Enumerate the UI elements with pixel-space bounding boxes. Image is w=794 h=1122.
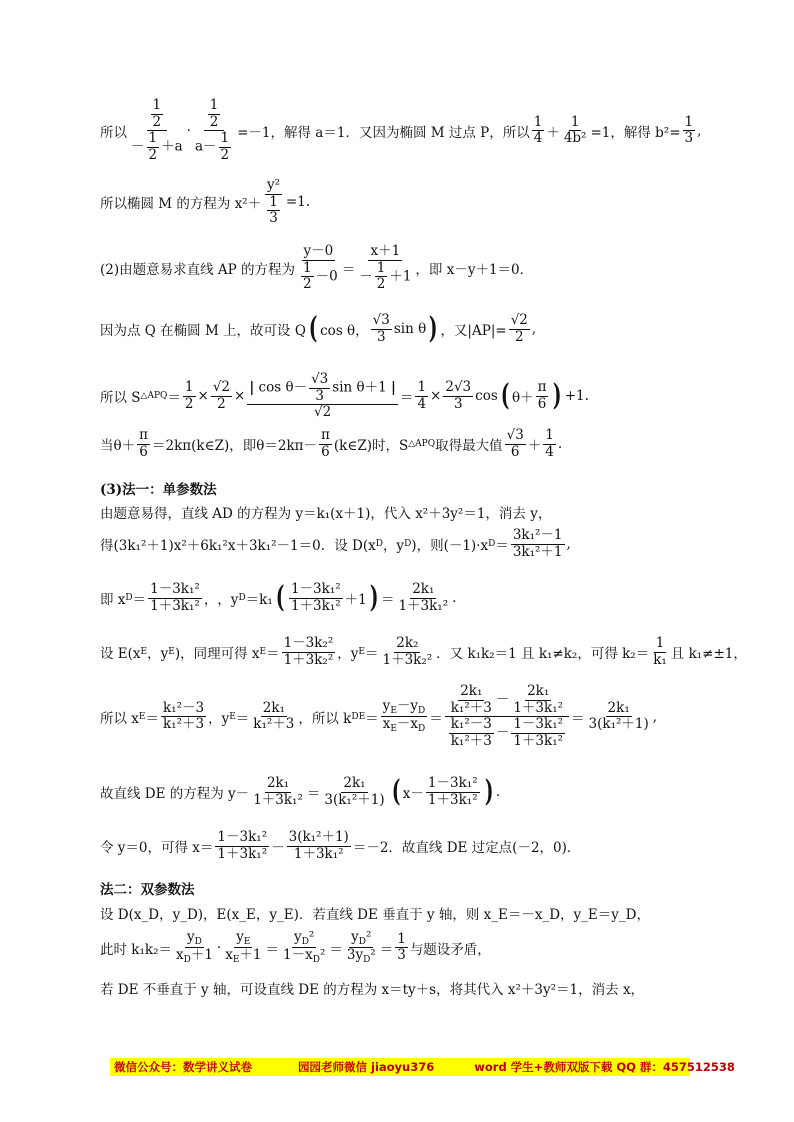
text: 若 DE 不垂直于 y 轴，可设直线 DE 的方程为 x＝ty＋s，将其代入 x²＋3y²＝1，消去 x，: [100, 982, 645, 998]
fraction: $\frac{1}{2}$ － $\frac{1}{2}$ ＋a: [131, 97, 183, 163]
line-5: 所以 S △APQ ＝ $\frac{1}{2}$ × $\frac{√2}{2}$ × | cos θ－ $\frac{√3}{3}$ sin θ＋1 | √2 ＝ $\frac{1}{4}$ × $\frac{2√3}{3}$ cos ( θ＋ $\frac{\pi}{6}$ ) +1.: [100, 371, 589, 421]
line-4: 因为点 Q 在椭圆 M 上，故可设 Q ( cos θ， $\frac{√3}{3}$ sin θ ) ，又|AP|= $\frac{√2}{2}$ ,: [100, 311, 537, 347]
fraction: $\frac{1}{4}$: [533, 113, 543, 147]
text: ，即 x－y＋1＝0．: [415, 262, 534, 279]
fraction: $\frac{\text{2k₁}}{\text{k₁²＋3}}$: [253, 699, 295, 733]
section-heading: [100, 878, 195, 898]
text: ．又 k₁k₂＝1 且 k₁≠k₂，可得 k₂＝: [436, 646, 650, 663]
fraction: y－0 $\frac{1}{2}$ －0: [303, 243, 338, 293]
text: 因为点 Q 在椭圆 M 上，故可设 Q: [100, 323, 306, 340]
footer-left: 微信公众号：数学讲义试卷: [114, 1060, 252, 1074]
fraction: $\frac{√3}{6}$: [506, 427, 524, 460]
text: 设 E(x: [100, 646, 141, 663]
fraction: $\frac{\text{1－3k₁²}}{\text{1＋3k₁²}}$: [150, 581, 200, 614]
fraction: $\frac{1}{2}$ a－ $\frac{1}{2}$: [194, 97, 230, 163]
text: ，所以 k: [298, 710, 352, 727]
text: =1，解得 b²=: [590, 124, 681, 141]
fraction: $\frac{\text{2k₁}}{\text{1＋3k₁²}}$: [253, 775, 303, 808]
text: ，y: [382, 538, 405, 555]
fraction: $\frac{1}{\text{k₁}}$: [653, 635, 667, 668]
fraction: $\frac{2√3}{3}$: [445, 379, 472, 412]
line-8: [100, 502, 551, 522]
fraction: | cos θ－ $\frac{√3}{3}$ sin θ＋1 | √2: [249, 371, 396, 421]
text: )，同理可得 x: [174, 646, 260, 663]
fraction: $\frac{\text{3k₁²－1}}{\text{3k₁²＋1}}$: [512, 527, 563, 560]
fraction: $\frac{\text{1－3k₁²}}{\text{1＋3k₁²}}$: [290, 581, 341, 614]
fraction: $\frac{\text{2k₁}}{\text{1＋3k₁²}}$: [398, 581, 449, 614]
fraction: $\frac{1}{\text{4b²}}$: [563, 113, 587, 147]
line-1: 所以 $\frac{1}{2}$ － $\frac{1}{2}$ ＋a · $\frac{1}{2}$ a－ $\frac{1}{2}$ =－1，解得 a＝1．又因为椭圆 M 过点 P，所以 $\frac{1}{4}$ ＋ $\frac{1}{\text{4b²}}$ =1，解得 b²= $\frac{1}{3}$ ,: [100, 97, 702, 163]
text: 令 y＝0，可得 x＝: [100, 840, 214, 857]
line-6: 当θ＋ $\frac{\pi}{6}$ ＝2kπ(k∈Z)，即θ＝2kπ－ $\frac{\pi}{6}$ (k∈Z)时，S △APQ 取得最大值 $\frac{√3}{6}$ ＋ $\frac{1}{4}$ .: [100, 427, 563, 460]
line-3: (2)由题意易求直线 AP 的方程为 y－0 $\frac{1}{2}$ －0 ＝ x＋1 － $\frac{1}{2}$ ＋1 ，即 x－y＋1＝0．: [100, 243, 534, 293]
fraction: $\frac{1}{3}$: [397, 930, 406, 964]
text: 当θ＋: [100, 438, 136, 455]
fraction: $\frac{\text{1－3k₁²}}{\text{1＋3k₁²}}$: [217, 829, 268, 862]
text: ，又|AP|=: [440, 323, 507, 340]
line-2: [100, 178, 310, 227]
text: 所以: [100, 124, 127, 141]
footer-banner: [110, 1058, 735, 1076]
footer-right: word 学生+教师双版下载 QQ 群：457512538: [474, 1060, 735, 1074]
fraction: $\frac{1}{4}$: [545, 427, 554, 460]
text: (2)由题意易求直线 AP 的方程为: [100, 262, 296, 279]
text: ＝2kπ(k∈Z)，即θ＝2kπ－: [152, 438, 318, 455]
line-18: [100, 978, 644, 998]
line-16: [100, 903, 650, 923]
subscript: △APQ: [140, 391, 168, 402]
line-14: 令 y＝0，可得 x＝ $\frac{\text{1－3k₁²}}{\text{1＋3k₁²}}$ － $\frac{\text{3(k₁²＋1)}}{\text{1＋3k₁²}}$ ＝－2．故直线 DE 过定点(－2，0)．: [100, 829, 581, 862]
fraction: $\frac{\text{2k₂}}{\text{1＋3k₂²}}$: [382, 635, 433, 668]
text: 得(3k₁²＋1)x²＋6k₁²x＋3k₁²－1＝0．设 D(x: [100, 538, 376, 555]
fraction: $\frac{\pi}{6}$: [139, 427, 149, 460]
text: 取得最大值: [435, 438, 503, 455]
fraction: $\frac{√2}{2}$: [510, 312, 528, 345]
fraction: $\frac{1}{2}$: [184, 379, 194, 412]
section-heading: [100, 478, 217, 498]
fraction: $\frac{\text{2k₁}}{\text{3(k₁²＋1)}}$: [588, 699, 649, 733]
fraction: $\frac{\text{k₁²－3}}{\text{k₁²＋3}}$: [162, 699, 205, 733]
line-9: 得(3k₁²＋1)x²＋6k₁²x＋3k₁²－1＝0．设 D(x D ，y D )，则(－1)·x D ＝ $\frac{\text{3k₁²－1}}{\text{3k₁²＋1}}$ ,: [100, 527, 571, 560]
text: (3)法一：单参数法: [100, 482, 217, 498]
text: =1.: [285, 194, 311, 211]
footer-middle: 园园老师微信 jiaoyu376: [298, 1060, 435, 1074]
text: 法二：双参数法: [100, 882, 195, 898]
line-11: 设 E(x E ，y E )，同理可得 x E ＝ $\frac{\text{1－3k₂²}}{\text{1＋3k₂²}}$ ，y E ＝ $\frac{\text{2k₂}}{\text{1＋3k₂²}}$ ．又 k₁k₂＝1 且 k₁≠k₂，可得 k₂＝ $\frac{1}{\text{k₁}}$ 且 k₁≠±1，: [100, 635, 747, 668]
text: 所以 x: [100, 710, 139, 727]
fraction: $\frac{\text{2k₁}}{\text{3(k₁²＋1)}}$: [324, 775, 385, 808]
line-12: 所以 x E ＝ $\frac{\text{k₁²－3}}{\text{k₁²＋3}}$ ，y E ＝ $\frac{\text{2k₁}}{\text{k₁²＋3}}$ ，所以 k DE ＝ $\frac{y_E-y_D}{x_E-x_D}$ ＝ $\frac{\text{2k₁}}{\text{k₁²＋3}}$ － $\frac{\text{2k₁}}{\text{1＋3k₁²}}$ $\frac{\text{k₁²－3}}{\text{k₁²＋3}}$ － $\frac{\text{1－3k₁²}}{\text{1＋3k₁²}}$ ＝ $\frac{\text{2k₁}}{\text{3(k₁²＋1)}}$ ,: [100, 683, 658, 749]
fraction: $\frac{\text{1－3k₁²}}{\text{1＋3k₁²}}$: [427, 775, 478, 808]
fraction: $\frac{y_D}{x_D+1}$: [175, 929, 213, 966]
text: =－1，解得 a＝1．又因为椭圆 M 过点 P，所以: [237, 124, 530, 141]
text: )，则(－1)·x: [411, 538, 489, 555]
fraction: $\frac{\text{3(k₁²＋1)}}{\text{1＋3k₁²}}$: [288, 829, 349, 862]
text: ＝－2．故直线 DE 过定点(－2，0)．: [352, 840, 581, 857]
fraction: $\frac{y_E-y_D}{x_E-x_D}$: [382, 697, 426, 735]
fraction: $\frac{\text{1－3k₂²}}{\text{1＋3k₂²}}$: [283, 635, 334, 668]
text: 故直线 DE 的方程为 y－: [100, 786, 250, 803]
text: ，y: [217, 592, 239, 609]
fraction: $\frac{√3}{3}$: [372, 312, 390, 345]
fraction: $\frac{y_E}{x_E+1}$: [225, 929, 262, 966]
text: 所以椭圆 M 的方程为 x²＋: [100, 196, 262, 213]
line-17: 此时 k₁k₂＝ $\frac{y_D}{x_D+1}$ · $\frac{y_E}{x_E+1}$ ＝ $\frac{y_D^2}{1-x_D^2}$ ＝ $\frac{y_D^2}{3y_D^2}$ ＝ $\frac{1}{3}$ 与题设矛盾，: [100, 929, 491, 966]
text: 此时 k₁k₂＝: [100, 941, 172, 958]
line-10: 即 x D ＝ $\frac{\text{1－3k₁²}}{\text{1＋3k₁²}}$ ， ，y D ＝k₁ ( $\frac{\text{1－3k₁²}}{\text{1＋3k₁²}}$ ＋1 ) ＝ $\frac{\text{2k₁}}{\text{1＋3k₁²}}$ .: [100, 580, 457, 616]
text: 所以 S: [100, 390, 141, 407]
fraction: $\frac{1}{4}$: [417, 379, 427, 412]
fraction: $\frac{√2}{2}$: [212, 379, 231, 412]
fraction: $\frac{\pi}{6}$: [321, 427, 330, 460]
fraction: x＋1 － $\frac{1}{2}$ ＋1: [359, 243, 412, 293]
text: 由题意易得，直线 AD 的方程为 y＝k₁(x＋1)，代入 x²＋3y²＝1，消去 y，: [100, 506, 552, 522]
text: 与题设矛盾，: [409, 941, 491, 958]
fraction: $\frac{1}{3}$: [684, 113, 694, 147]
text: (k∈Z)时，S: [333, 438, 409, 455]
text: 即 x: [100, 592, 126, 609]
line-13: 故直线 DE 的方程为 y－ $\frac{\text{2k₁}}{\text{1＋3k₁²}}$ ＝ $\frac{\text{2k₁}}{\text{3(k₁²＋1)}}$ ( x－ $\frac{\text{1－3k₁²}}{\text{1＋3k₁²}}$ ) .: [100, 774, 501, 810]
text: 且 k₁≠±1，: [670, 646, 747, 663]
text: +1.: [564, 388, 589, 405]
text: 设 D(x_D，y_D)，E(x_E，y_E)．若直线 DE 垂直于 y 轴，则 x_E＝－x_D，y_E＝y_D，: [100, 907, 650, 923]
fraction: $\frac{\text{y²}}{\frac{1}{3}}$: [267, 177, 281, 227]
fraction: $\frac{y_D^2}{3y_D^2}$: [346, 929, 376, 966]
fraction: $\frac{y_D^2}{1-x_D^2}$: [283, 929, 326, 966]
fraction: $\frac{\text{2k₁}}{\text{k₁²＋3}}$ － $\frac{\text{2k₁}}{\text{1＋3k₁²}}$ $\frac{\text{k₁²－3}}{\text{k₁²＋3}}$ － $\frac{\text{1－3k₁²}}{\text{1＋3k₁²}}$: [445, 684, 569, 749]
